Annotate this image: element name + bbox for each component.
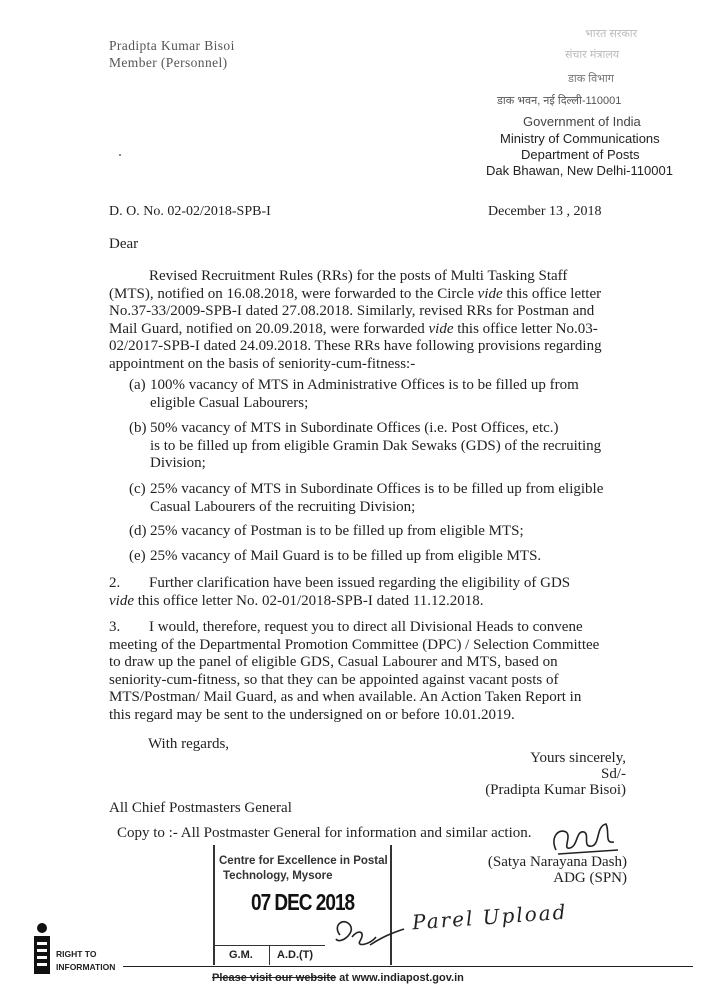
footer-url[interactable]: www.indiapost.gov.in xyxy=(352,972,464,984)
item-c-line-2: Casual Labourers of the recruiting Division; xyxy=(150,498,416,515)
para-3-line-3: to draw up the panel of eligible GDS, Casual Labourer and MTS, based on xyxy=(109,654,558,670)
item-a xyxy=(150,377,625,412)
stamp-date: 07 DEC 2018 xyxy=(251,890,355,916)
signatory: (Pradipta Kumar Bisoi) xyxy=(485,782,626,798)
copy-to: Copy to :- All Postmaster General for information and similar action. xyxy=(117,825,532,841)
para-3 xyxy=(109,619,625,724)
item-d-label: (d) xyxy=(129,523,147,539)
hindi-line-1: भारत सरकार xyxy=(585,28,638,40)
stamp-line-1: Centre for Excellence in Postal xyxy=(219,855,388,867)
para-2 xyxy=(109,575,625,610)
do-number: D. O. No. 02-02/2018-SPB-I xyxy=(109,204,271,219)
stamp-ad: A.D.(T) xyxy=(277,949,314,961)
item-b-line-2: is to be filled up from eligible Gramin Dak Sewaks (GDS) of the recruiting xyxy=(150,437,602,454)
margin-speck xyxy=(119,154,121,156)
footer-at: at xyxy=(336,972,353,984)
para-2-line-1: Further clarification have been issued regarding the eligibility of GDS xyxy=(149,575,571,591)
para-3-line-6: this regard may be sent to the undersigned on or before 10.01.2019. xyxy=(109,706,515,723)
office-line-2: Ministry of Communications xyxy=(500,131,660,146)
intro-line-3: No.37-33/2009-SPB-I dated 27.08.2018. Similarly, revised RRs for Postman and xyxy=(109,303,595,319)
item-b-line-3: Division; xyxy=(150,455,206,471)
sender-name: Pradipta Kumar Bisoi xyxy=(109,38,235,53)
para-3-line-4: seniority-cum-fitness, so that they can be appointed against vacant posts of xyxy=(109,671,559,688)
office-line-3: Department of Posts xyxy=(521,147,640,162)
item-c xyxy=(150,481,625,516)
sd-mark: Sd/- xyxy=(600,766,626,782)
footer-website-line xyxy=(212,972,464,984)
letter-date: December 13 , 2018 xyxy=(488,204,602,219)
para-3-number: 3. xyxy=(109,619,121,635)
second-signatory-name: (Satya Narayana Dash) xyxy=(487,854,627,870)
stamp-line-2: Technology, Mysore xyxy=(223,870,333,882)
item-a-line-1: 100% vacancy of MTS in Administrative Offices is to be filled up from xyxy=(150,377,579,393)
handwritten-initials xyxy=(330,915,410,960)
sender-designation: Member (Personnel) xyxy=(109,55,228,70)
addressee: All Chief Postmasters General xyxy=(109,800,292,816)
rti-line-1: RIGHT TO xyxy=(56,949,97,959)
item-b xyxy=(150,420,625,473)
item-c-label: (c) xyxy=(129,481,146,497)
stamp-col-divider xyxy=(269,945,270,965)
closing: With regards, xyxy=(148,736,230,752)
yours-sincerely: Yours sincerely, xyxy=(530,750,626,766)
para-3-line-1: I would, therefore, request you to direct all Divisional Heads to convene xyxy=(149,619,583,635)
footer-rule xyxy=(123,966,693,967)
item-e-label: (e) xyxy=(129,548,146,564)
para-2-line-2: vide this office letter No. 02-01/2018-SPB-I dated 11.12.2018. xyxy=(109,592,484,609)
item-b-label: (b) xyxy=(129,420,147,436)
item-e-text: 25% vacancy of Mail Guard is to be filled up from eligible MTS. xyxy=(150,548,542,564)
rti-icon xyxy=(31,922,53,974)
second-signatory-designation: ADG (SPN) xyxy=(553,870,627,886)
item-b-line-1: 50% vacancy of MTS in Subordinate Offices (i.e. Post Offices, etc.) xyxy=(150,420,559,436)
salutation: Dear xyxy=(109,236,139,252)
intro-line-1: Revised Recruitment Rules (RRs) for the posts of Multi Tasking Staff xyxy=(149,268,568,284)
hindi-line-3: डाक विभाग xyxy=(568,73,614,85)
para-2-number: 2. xyxy=(109,575,121,591)
rti-logo xyxy=(31,922,53,979)
stamp-bottom-divider xyxy=(215,945,325,946)
rti-line-2: INFORMATION xyxy=(56,962,116,972)
intro-line-6: appointment on the basis of seniority-cum-fitness:- xyxy=(109,355,416,372)
intro-paragraph xyxy=(109,268,625,373)
hindi-line-4: डाक भवन, नई दिल्ली-110001 xyxy=(497,95,622,107)
item-c-line-1: 25% vacancy of MTS in Subordinate Offices is to be filled up from eligible xyxy=(150,481,604,497)
intro-line-4: Mail Guard, notified on 20.09.2018, were forwarded vide this office letter No.03- xyxy=(109,320,598,337)
office-line-1: Government of India xyxy=(523,114,641,129)
item-a-line-2: eligible Casual Labourers; xyxy=(150,394,309,411)
footer-prefix: Please visit our website xyxy=(212,972,337,984)
item-d-text: 25% vacancy of Postman is to be filled up from eligible MTS; xyxy=(150,523,524,539)
stamp-gm: G.M. xyxy=(229,949,253,961)
intro-line-5: 02/2017-SPB-I dated 24.09.2018. These RRs have following provisions regarding xyxy=(109,338,602,354)
office-line-4: Dak Bhawan, New Delhi-110001 xyxy=(486,163,673,178)
para-3-line-5: MTS/Postman/ Mail Guard, as and when available. An Action Taken Report in xyxy=(109,689,582,705)
intro-line-2: (MTS), notified on 16.08.2018, were forwarded to the Circle vide this office letter xyxy=(109,285,602,302)
para-3-line-2: meeting of the Departmental Promotion Committee (DPC) / Selection Committee xyxy=(109,636,600,653)
handwritten-note: Parel Upload xyxy=(411,899,569,935)
hindi-line-2: संचार मंत्रालय xyxy=(565,49,620,61)
item-a-label: (a) xyxy=(129,377,146,393)
